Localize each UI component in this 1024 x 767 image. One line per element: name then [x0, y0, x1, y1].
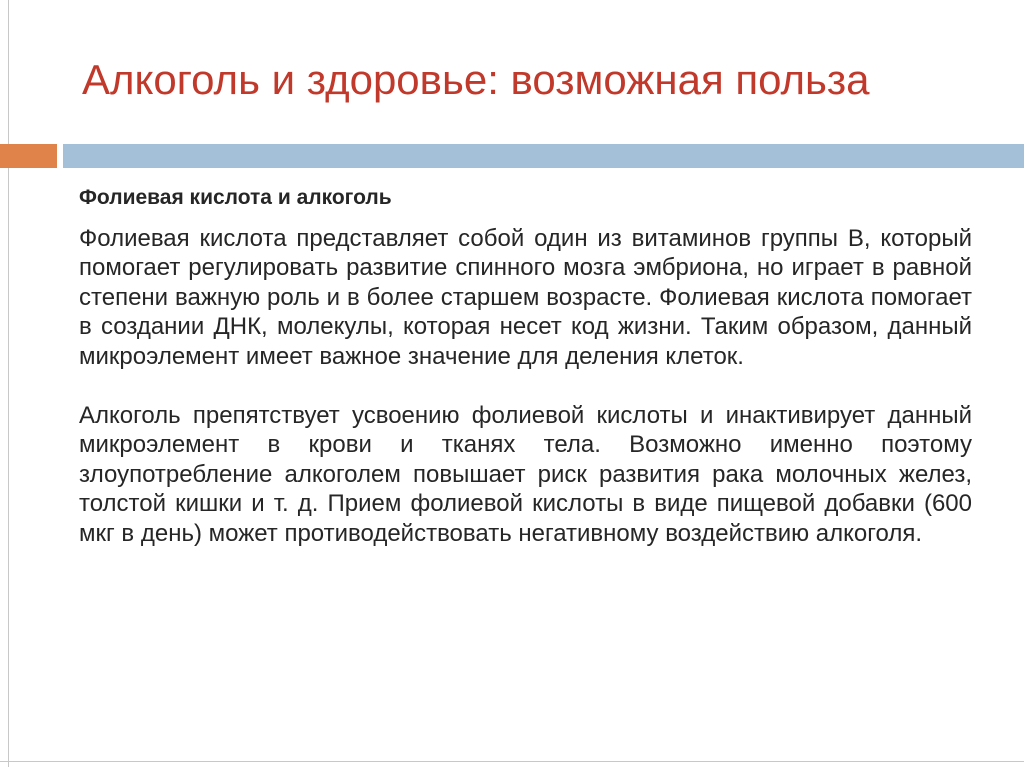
paragraph-folic-acid: Фолиевая кислота представляет собой один из витаминов группы В, который помогает регулировать развитие спинного мозга эмбриона, но играет в равной степени важную роль и в более старшем возрасте. Фолиевая кислота помогает в создании ДНК, молекулы, которая несет код жизни. Таким образом, данный микроэлемент имеет важное значение для деления клеток.: [79, 225, 972, 370]
frame-left-border: [0, 0, 9, 767]
title-divider-bar: [63, 144, 1024, 168]
section-heading: Фолиевая кислота и алкоголь: [79, 186, 392, 209]
slide-content: [79, 184, 972, 548]
frame-bottom-border: [0, 761, 1024, 762]
slide-title: Алкоголь и здоровье: возможная польза: [82, 56, 870, 103]
accent-bar: [0, 144, 57, 168]
paragraph-alcohol-effect: Алкоголь препятствует усвоению фолиевой кислоты и инактивирует данный микроэлемент в крови и тканях тела. Возможно именно поэтому злоупотребление алкоголем повышает риск развития рака молочных желез, толстой кишки и т. д. Прием фолиевой кислоты в виде пищевой добавки (600 мкг в день) может противодействовать негативному воздействию алкоголя.: [79, 402, 972, 547]
